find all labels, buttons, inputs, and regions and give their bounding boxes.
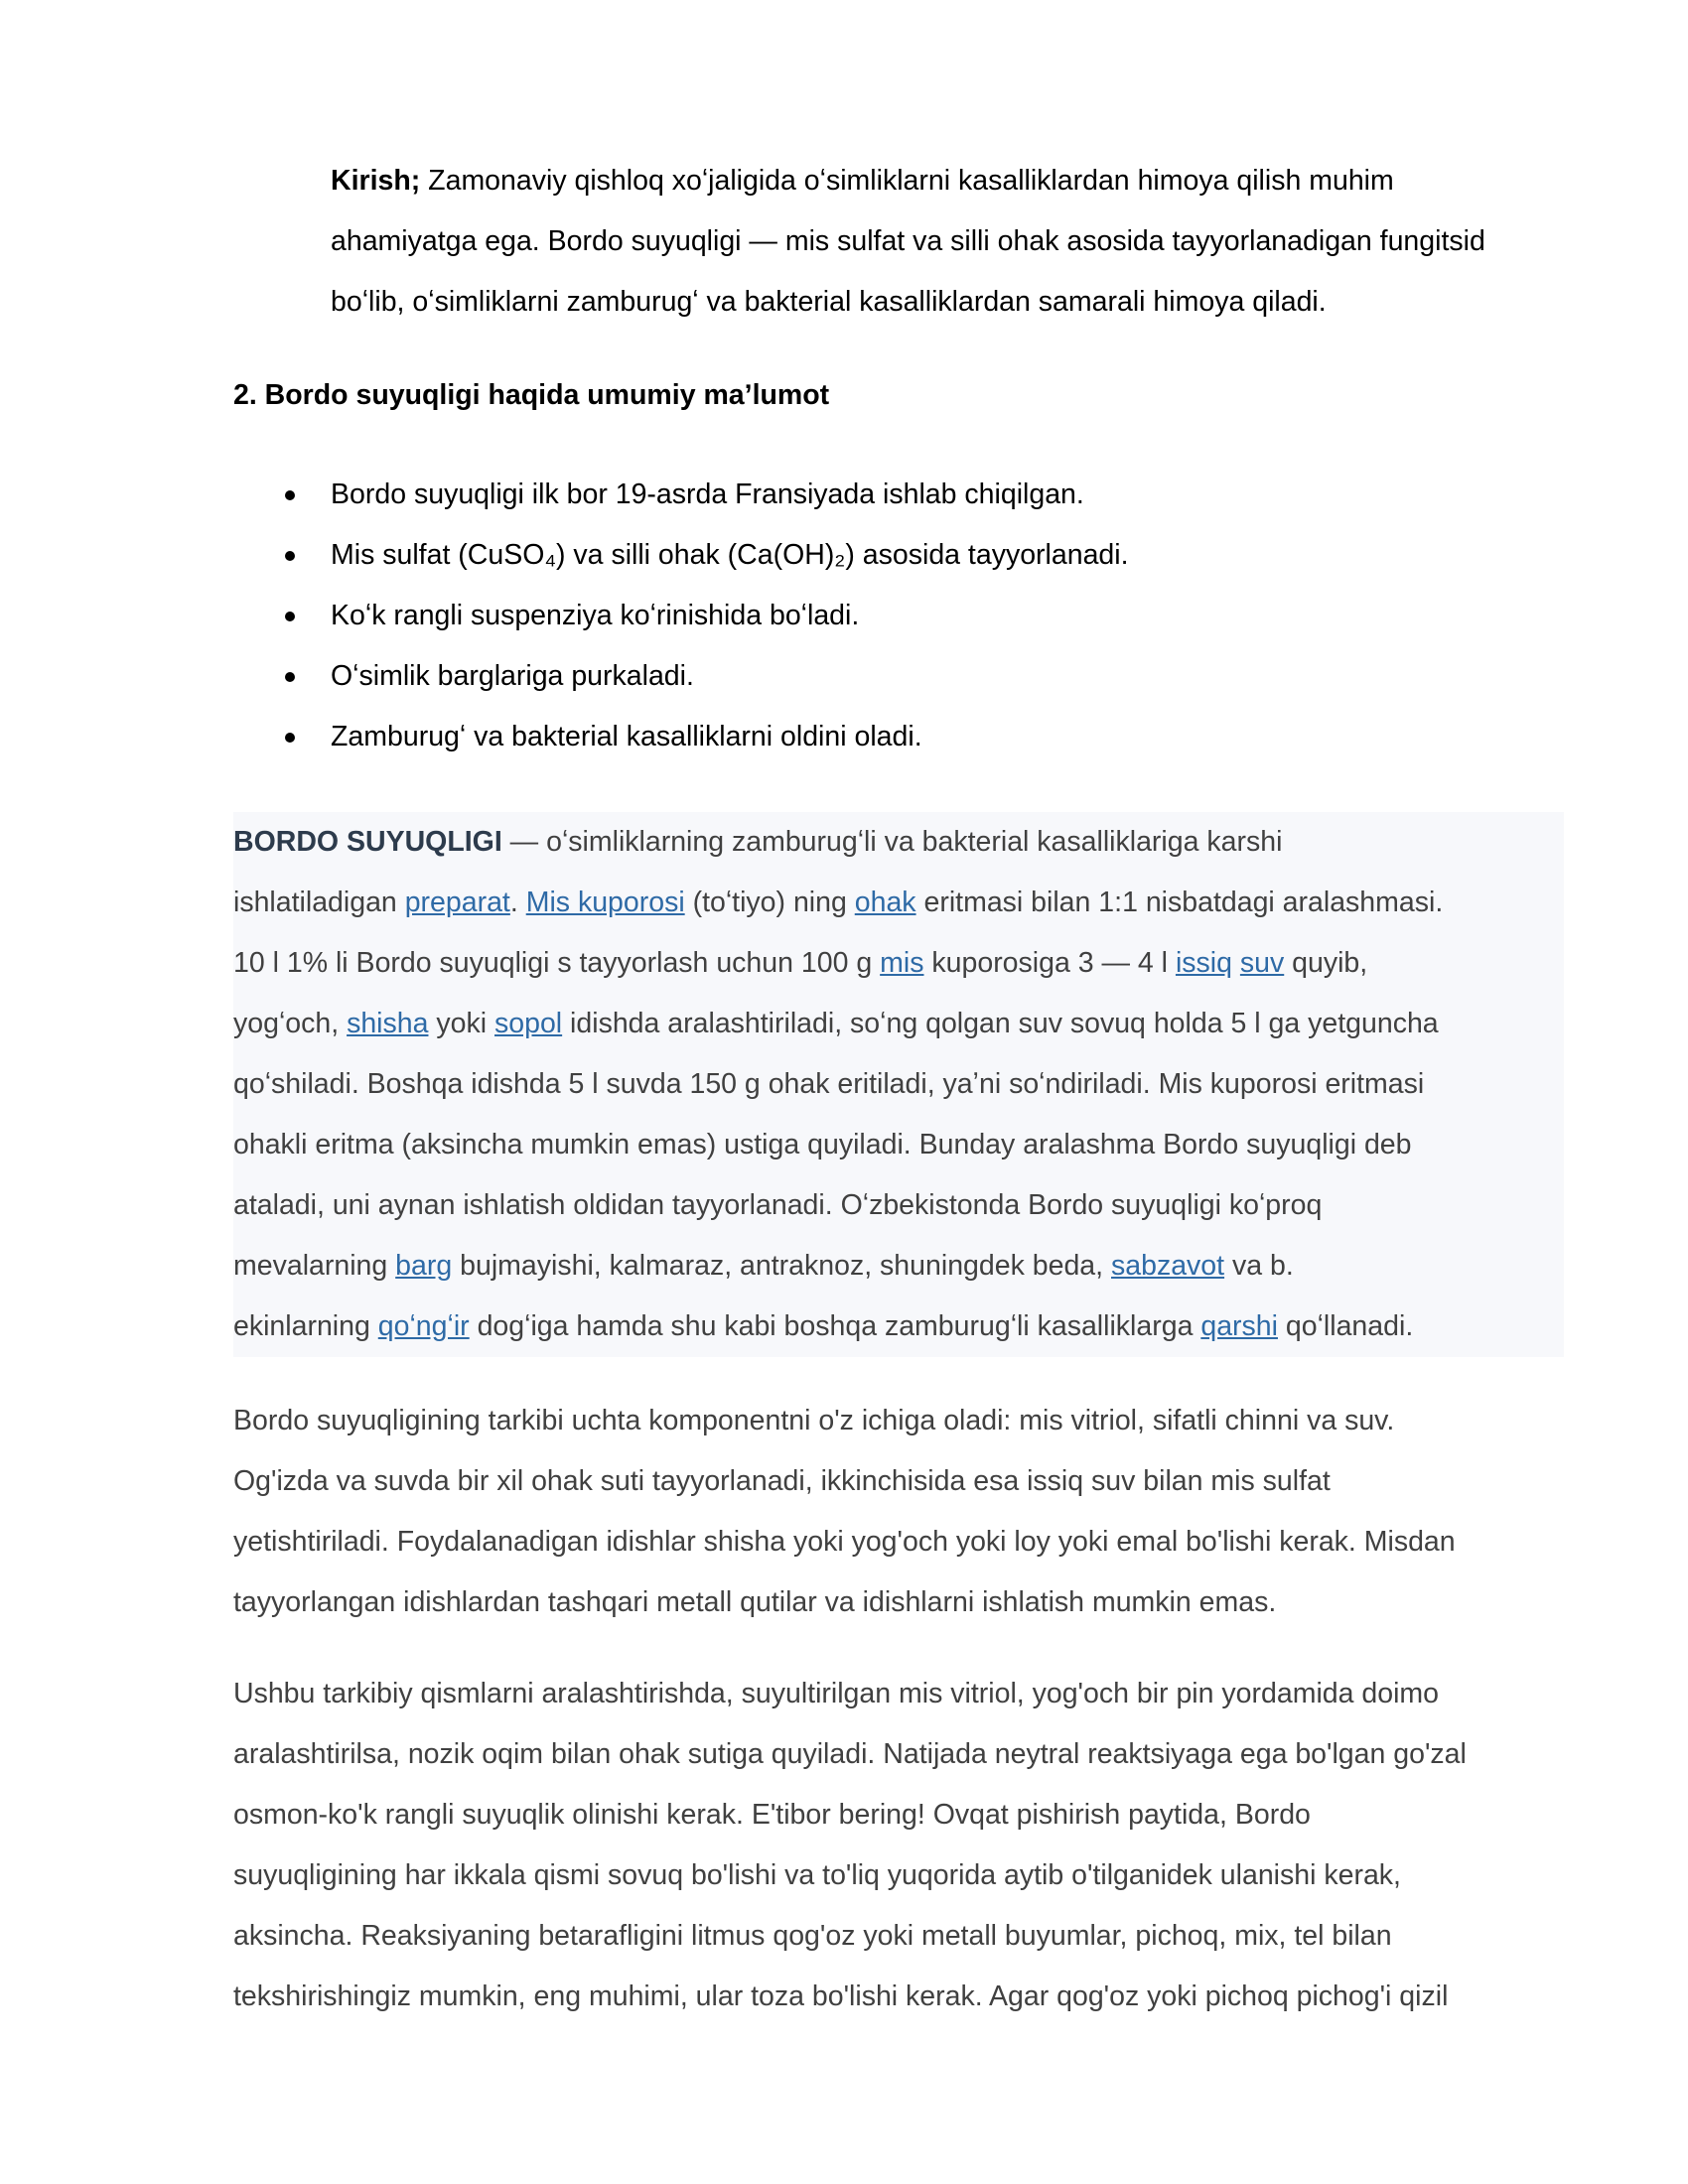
link-mis-kuporosi[interactable]: Mis kuporosi [525,887,685,918]
bordo-line-5: qoʻshiladi. Boshqa idishda 5 l suvda 150 g ohak eritiladi, yaʼni soʻndiriladi. Mis kuporosi eritmasi [233,1054,1564,1115]
paragraph-line: suyuqligining har ikkala qismi sovuq bo'lishi va to'liq yuqorida aytib o'tilganidek ulanishi kerak, [233,1859,1401,1891]
bordo-text: dogʻiga hamda shu kabi boshqa zamburugʻli kasalliklarga [469,1310,1201,1342]
paragraph-line: osmon-ko'k rangli suyuqlik olinishi kerak. E'tibor bering! Ovqat pishirish paytida, Bordo [233,1799,1311,1831]
link-sopol[interactable]: sopol [494,1008,563,1039]
link-qongir[interactable]: qoʻngʻir [377,1310,470,1342]
bullet-icon [285,733,295,743]
paragraph-line: Bordo suyuqligining tarkibi uchta komponentni o'z ichiga oladi: mis vitriol, sifatli chinni va suv. [233,1405,1395,1436]
list-item-text: Zamburugʻ va bakterial kasalliklarni oldini oladi. [331,721,922,752]
paragraph-line: aksincha. Reaksiyaning betarafligini litmus qog'oz yoki metall buyumlar, pichoq, mix, tel bilan [233,1920,1392,1952]
intro-line-2: ahamiyatga ega. Bordo suyuqligi — mis sulfat va silli ohak asosida tayyorlanadigan fungitsid [331,225,1485,257]
link-barg[interactable]: barg [395,1250,453,1282]
paragraph-line: aralashtirilsa, nozik oqim bilan ohak sutiga quyiladi. Natijada neytral reaktsiyaga ega bo'lgan go'zal [233,1738,1467,1770]
bordo-text [1232,947,1240,979]
bordo-line-9 [233,1297,1564,1357]
link-mis[interactable]: mis [880,947,924,979]
bullet-icon [285,612,295,621]
list-item-text: Bordo suyuqligi ilk bor 19-asrda Fransiyada ishlab chiqilgan. [331,478,1084,510]
intro-line-1-text: Zamonaviy qishloq xoʻjaligida oʻsimliklarni kasalliklardan himoya qilish muhim [420,165,1394,197]
bordo-line-1 [233,812,1564,873]
bordo-text: ekinlarning [233,1310,378,1342]
intro-lead: Kirish; [331,165,421,197]
composition-paragraph [233,1391,1564,1633]
intro-line-1 [331,151,1592,211]
bordo-text: . [509,887,526,918]
bordo-text: (toʻtiyo) ning [684,887,855,918]
list-item-text: Mis sulfat (CuSO₄) va silli ohak (Ca(OH)₂) asosida tayyorlanadi. [331,539,1129,571]
bordo-text: quyib, [1284,947,1368,979]
bordo-term: BORDO SUYUQLIGI [233,826,502,858]
bordo-text: — oʻsimliklarning zamburugʻli va bakterial kasalliklariga karshi [501,826,1283,858]
link-shisha[interactable]: shisha [347,1008,429,1039]
bordo-text: qoʻllanadi. [1277,1310,1414,1342]
bullet-list [233,475,1524,777]
paragraph-line: Ushbu tarkibiy qismlarni aralashtirishda, suyultirilgan mis vitriol, yog'och bir pin yordamida doimo [233,1678,1440,1709]
bullet-icon [285,551,295,561]
bordo-text: kuporosiga 3 — 4 l [923,947,1176,979]
bordo-line-6: ohakli eritma (aksincha mumkin emas) ustiga quyiladi. Bunday aralashma Bordo suyuqligi deb [233,1115,1564,1175]
mixing-paragraph [233,1664,1564,2027]
bordo-text: mevalarning [233,1250,396,1282]
list-item [233,656,1524,717]
intro-line-3: boʻlib, oʻsimliklarni zamburugʻ va bakterial kasalliklardan samarali himoya qiladi. [331,286,1327,318]
intro-paragraph [331,151,1592,333]
link-ohak[interactable]: ohak [854,887,916,918]
list-item [233,717,1524,777]
link-suv[interactable]: suv [1239,947,1285,979]
bullet-icon [285,672,295,682]
bordo-line-8 [233,1236,1564,1297]
bordo-paragraph [233,812,1564,1357]
link-qarshi[interactable]: qarshi [1200,1310,1278,1342]
paragraph-line: tekshirishingiz mumkin, eng muhimi, ular toza bo'lishi kerak. Agar qog'oz yoki pichoq pichog'i qizil [233,1980,1449,2012]
bordo-text: eritmasi bilan 1:1 nisbatdagi aralashmasi. [915,887,1444,918]
bordo-text: va b. [1224,1250,1294,1282]
bordo-line-4 [233,994,1564,1054]
link-preparat[interactable]: preparat [404,887,510,918]
bordo-text: yoki [428,1008,494,1039]
link-sabzavot[interactable]: sabzavot [1111,1250,1225,1282]
bordo-line-3 [233,933,1564,994]
bordo-text: 10 l 1% li Bordo suyuqligi s tayyorlash uchun 100 g [233,947,881,979]
list-item [233,596,1524,656]
link-issiq[interactable]: issiq [1175,947,1232,979]
bordo-text: yogʻoch, [233,1008,348,1039]
list-item [233,535,1524,596]
list-item [233,475,1524,535]
paragraph-line: Og'izda va suvda bir xil ohak suti tayyorlanadi, ikkinchisida esa issiq suv bilan mis sulfat [233,1465,1331,1497]
list-item-text: Oʻsimlik barglariga purkaladi. [331,660,694,692]
section-heading: 2. Bordo suyuqligi haqida umumiy maʼlumot [233,379,830,411]
bordo-text: idishda aralashtiriladi, soʻng qolgan suv sovuq holda 5 l ga yetguncha [562,1008,1439,1039]
list-item-text: Koʻk rangli suspenziya koʻrinishida boʻladi. [331,600,860,631]
paragraph-line: yetishtiriladi. Foydalanadigan idishlar shisha yoki yog'och yoki loy yoki emal bo'lishi kerak. Misdan [233,1526,1456,1558]
bordo-line-7: ataladi, uni aynan ishlatish oldidan tayyorlanadi. Oʻzbekistonda Bordo suyuqligi koʻproq [233,1175,1564,1236]
bordo-text: bujmayishi, kalmaraz, antraknoz, shuningdek beda, [452,1250,1111,1282]
bordo-text: ishlatiladigan [233,887,405,918]
bordo-line-2 [233,873,1564,933]
paragraph-line: tayyorlangan idishlardan tashqari metall qutilar va idishlarni ishlatish mumkin emas. [233,1586,1277,1618]
bullet-icon [285,490,295,500]
